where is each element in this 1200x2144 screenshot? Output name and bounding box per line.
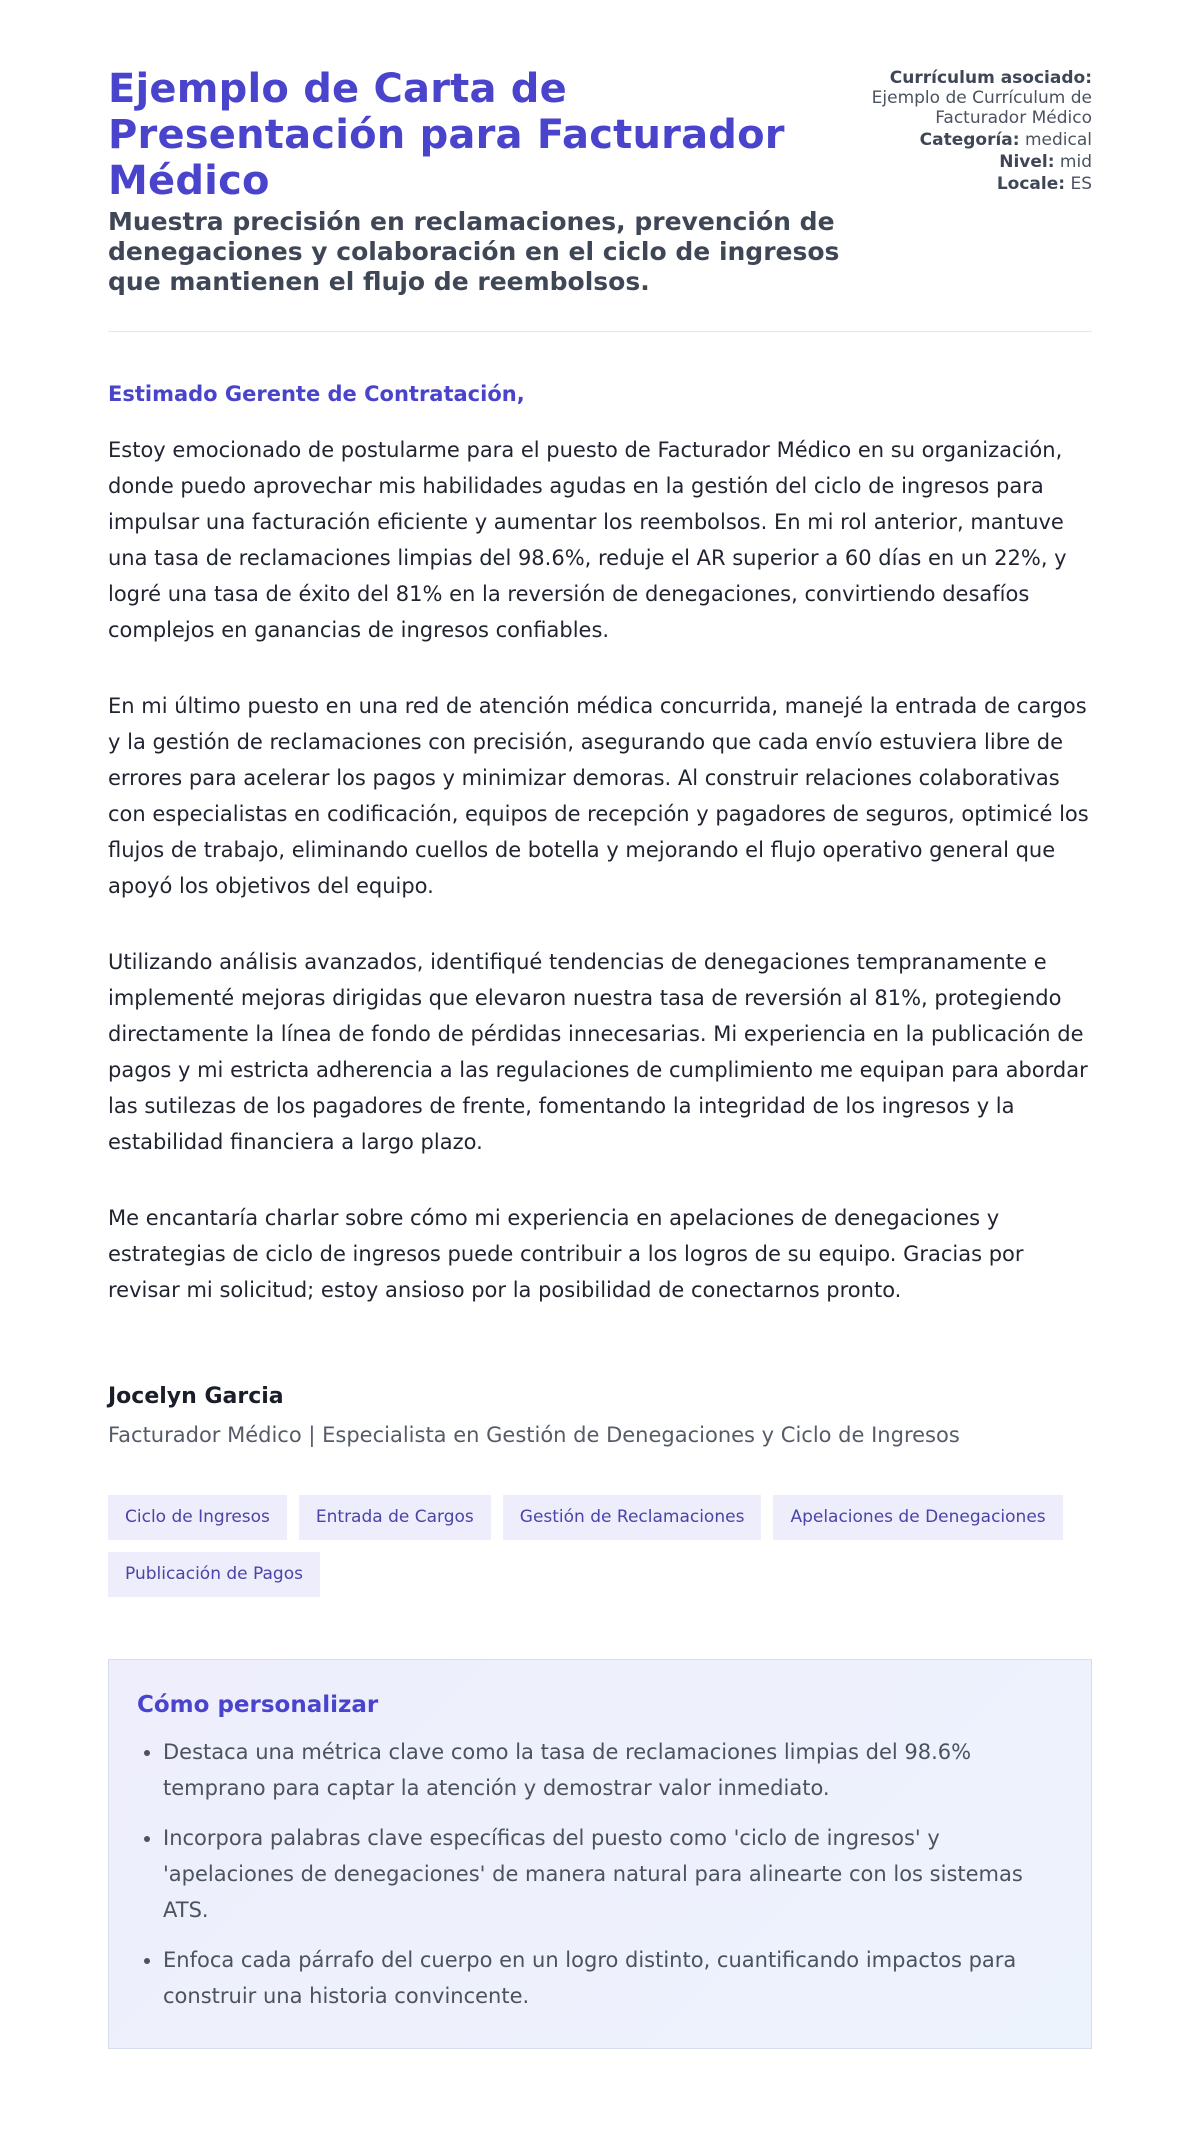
skill-tag: Gestión de Reclamaciones (503, 1495, 762, 1540)
meta-associated-label: Currículum asociado: (889, 68, 1092, 88)
letter-paragraph: Estoy emocionado de postularme para el puesto de Facturador Médico en su organización, donde puedo aprovechar mis habilidades agudas en la gestión del ciclo de ingresos para impulsar una facturación eficiente y aumentar los reembolsos. En mi rol anterior, mantuve una tasa de reclamaciones limpias del 98.6%, reduje el AR superior a 60 días en un 22%, y logré una tasa de éxito del 81% en la reversión de denegaciones, convirtiendo desafíos complejos en ganancias de ingresos confiables. (108, 438, 1067, 642)
meta-locale-value: ES (1070, 174, 1092, 194)
skill-tag: Ciclo de Ingresos (108, 1495, 287, 1540)
customize-tips-box (108, 1659, 1092, 2049)
skill-tag: Entrada de Cargos (299, 1495, 491, 1540)
skill-tag: Apelaciones de Denegaciones (773, 1495, 1062, 1540)
letter-body (108, 432, 1092, 1308)
page-subtitle: Muestra precisión en reclamaciones, prevención de denegaciones y colaboración en el ciclo de ingresos que mantienen el flujo de reembolsos. (108, 207, 840, 296)
signature-role: Facturador Médico | Especialista en Gestión de Denegaciones y Ciclo de Ingresos (108, 1423, 960, 1447)
meta-locale (841, 174, 1092, 194)
tips-title: Cómo personalizar (137, 1692, 379, 1718)
meta-locale-label: Locale: (996, 174, 1066, 194)
meta-category-value: medical (1024, 130, 1092, 150)
letter-paragraph: En mi último puesto en una red de atención médica concurrida, manejé la entrada de cargos y la gestión de reclamaciones con precisión, asegurando que cada envío estuviera libre de errores para acelerar los pagos y minimizar demoras. Al construir relaciones colaborativas con especialistas en codificación, equipos de recepción y pagadores de seguros, optimicé los flujos de trabajo, eliminando cuellos de botella y mejorando el flujo operativo general que apoyó los objetivos del equipo. (108, 694, 1089, 898)
tip-item: • Enfoca cada párrafo del cuerpo en un logro distinto, cuantificando impactos para construir una historia convincente. (163, 1942, 1063, 2014)
meta-level-value: mid (1059, 152, 1092, 172)
meta-level (841, 152, 1092, 172)
header-titles (108, 66, 841, 297)
header-divider (108, 331, 1092, 332)
page-title: Ejemplo de Carta de Presentación para Facturador Médico (108, 66, 785, 204)
tips-list (137, 1734, 1063, 2014)
meta-category-label: Categoría: (919, 130, 1020, 150)
letter-paragraph: Utilizando análisis avanzados, identifiqué tendencias de denegaciones tempranamente e implementé mejoras dirigidas que elevaron nuestra tasa de reversión al 81%, protegiendo directamente la línea de fondo de pérdidas innecesarias. Mi experiencia en la publicación de pagos y mi estricta adherencia a las regulaciones de cumplimiento me equipan para abordar las sutilezas de los pagadores de frente, fomentando la integridad de los ingresos y la estabilidad financiera a largo plazo. (108, 950, 1088, 1154)
skill-tags (108, 1495, 1092, 1597)
meta-associated-value: Ejemplo de Currículum de Facturador Médico (871, 88, 1092, 128)
page-header (108, 66, 1092, 297)
meta-category (841, 130, 1092, 150)
signature-name: Jocelyn Garcia (108, 1384, 284, 1409)
meta-level-label: Nivel: (999, 152, 1055, 172)
letter-paragraph: Me encantaría charlar sobre cómo mi experiencia en apelaciones de denegaciones y estrategias de ciclo de ingresos puede contribuir a los logros de su equipo. Gracias por revisar mi solicitud; estoy ansioso por la posibilidad de conectarnos pronto. (108, 1206, 1024, 1302)
skill-tag: Publicación de Pagos (108, 1552, 320, 1597)
meta-panel (841, 68, 1092, 196)
letter-greeting: Estimado Gerente de Contratación, (108, 382, 525, 406)
tip-item: • Destaca una métrica clave como la tasa de reclamaciones limpias del 98.6% temprano para captar la atención y demostrar valor inmediato. (163, 1734, 1063, 1806)
meta-associated-resume (841, 68, 1092, 128)
tip-item: • Incorpora palabras clave específicas del puesto como 'ciclo de ingresos' y 'apelaciones de denegaciones' de manera natural para alinearte con los sistemas ATS. (163, 1820, 1063, 1928)
